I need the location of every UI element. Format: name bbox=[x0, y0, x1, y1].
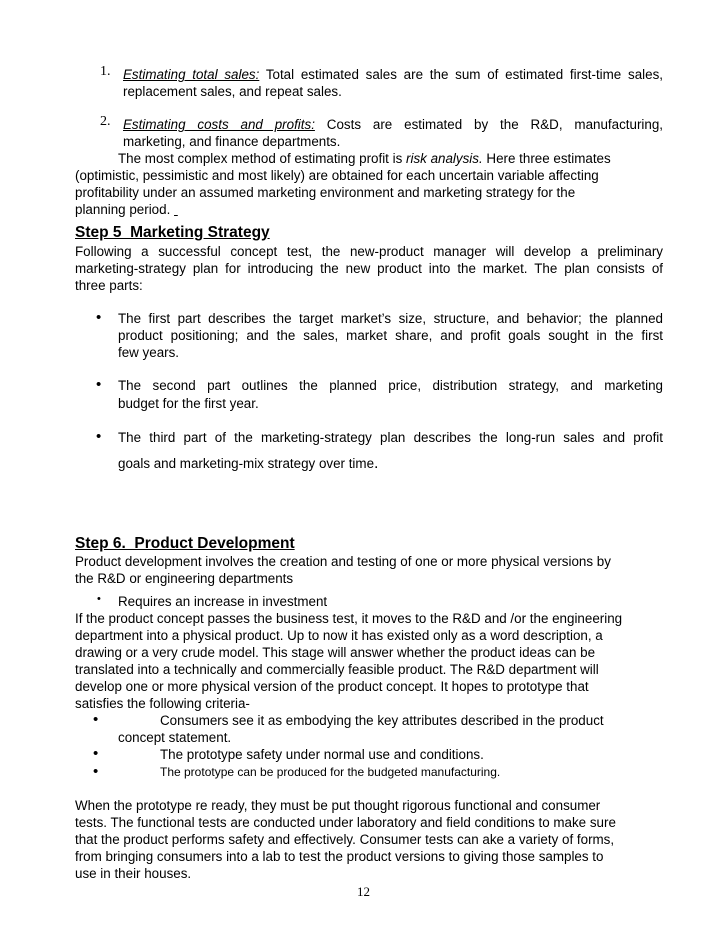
list-item-continuation: marketing, and finance departments. bbox=[123, 134, 341, 149]
paragraph-line bbox=[75, 201, 663, 218]
paragraph-line: drawing or a very crude model. This stage will answer whether the product ideas can be bbox=[75, 645, 596, 660]
list-number: 1. bbox=[100, 64, 111, 79]
bullet-text: The second part outlines the planned price, distribution strategy, and marketing bbox=[118, 378, 663, 393]
small-bullet: • bbox=[97, 593, 101, 605]
paragraph-line: from bringing consumers into a lab to test the product versions to giving those samples to bbox=[75, 849, 604, 864]
paragraph-line: that the product performs safety and effectively. Consumer tests can ake a variety of forms, bbox=[75, 832, 615, 847]
section-heading-step6: Step 6. Product Development bbox=[75, 535, 295, 552]
paragraph-line: profitability under an assumed marketing environment and marketing strategy for the bbox=[75, 185, 576, 200]
paragraph-line: develop one or more physical version of the product concept. It hopes to prototype that bbox=[75, 679, 589, 694]
text: Here three estimates bbox=[482, 151, 611, 166]
text: planning period. bbox=[75, 202, 175, 217]
emphasis-text: risk analysis. bbox=[406, 151, 483, 166]
paragraph-line bbox=[118, 150, 706, 167]
period: . bbox=[374, 455, 379, 472]
paragraph-line: department into a physical product. Up to now it has existed only as a word description, a bbox=[75, 628, 603, 643]
paragraph-line: When the prototype re ready, they must be put thought rigorous functional and consumer bbox=[75, 798, 601, 813]
list-number: 2. bbox=[100, 114, 111, 129]
paragraph-line: translated into a technically and commercially feasible product. The R&D department will bbox=[75, 662, 599, 677]
bullet: • bbox=[96, 428, 102, 445]
bullet: • bbox=[93, 711, 99, 728]
paragraph-line: tests. The functional tests are conducted under laboratory and field conditions to make sure bbox=[75, 815, 616, 830]
bullet-text bbox=[118, 455, 706, 472]
paragraph-line: Following a successful concept test, the new-product manager will develop a preliminary bbox=[75, 244, 663, 259]
term-label: Estimating total sales: bbox=[123, 67, 260, 82]
page-number: 12 bbox=[357, 884, 370, 899]
list-item-estimating-costs bbox=[123, 116, 663, 133]
bullet: • bbox=[93, 745, 99, 762]
list-item-estimating-total-sales bbox=[123, 66, 663, 83]
paragraph-line: use in their houses. bbox=[75, 866, 192, 881]
paragraph-line: satisfies the following criteria- bbox=[75, 696, 250, 711]
bullet: • bbox=[93, 763, 99, 780]
bullet-text: The first part describes the target market’s size, structure, and behavior; the planned bbox=[118, 311, 663, 326]
paragraph-line: Product development involves the creation and testing of one or more physical versions by bbox=[75, 554, 611, 569]
criteria-text: The prototype can be produced for the budgeted manufacturing. bbox=[160, 765, 501, 779]
section-heading-step5: Step 5 Marketing Strategy bbox=[75, 224, 270, 241]
list-item-text: Total estimated sales are the sum of estimated first-time sales, bbox=[259, 67, 663, 82]
text: The most complex method of estimating profit is bbox=[118, 151, 407, 166]
bullet-text: few years. bbox=[118, 345, 180, 360]
bullet: • bbox=[96, 376, 102, 393]
sub-bullet-text: Requires an increase in investment bbox=[118, 594, 328, 609]
paragraph-line: marketing-strategy plan for introducing the new product into the market. The plan consists of bbox=[75, 261, 663, 276]
underline-mark bbox=[174, 201, 179, 218]
criteria-text: The prototype safety under normal use and conditions. bbox=[160, 747, 484, 762]
bullet: • bbox=[96, 309, 102, 326]
bullet-text: budget for the first year. bbox=[118, 396, 259, 411]
bullet-text: The third part of the marketing-strategy plan describes the long-run sales and profit bbox=[118, 430, 663, 445]
criteria-text: Consumers see it as embodying the key attributes described in the product bbox=[160, 713, 604, 728]
paragraph-line: three parts: bbox=[75, 278, 143, 293]
list-item-continuation: replacement sales, and repeat sales. bbox=[123, 84, 342, 99]
paragraph-line: (optimistic, pessimistic and most likely) are obtained for each uncertain variable affecting bbox=[75, 168, 599, 183]
criteria-text: concept statement. bbox=[118, 730, 232, 745]
paragraph-line: the R&D or engineering departments bbox=[75, 571, 294, 586]
term-label: Estimating costs and profits: bbox=[123, 117, 315, 132]
text: goals and marketing-mix strategy over time bbox=[118, 456, 375, 471]
bullet-text: product positioning; and the sales, market share, and profit goals sought in the first bbox=[118, 328, 663, 343]
list-item-text: Costs are estimated by the R&D, manufacturing, bbox=[314, 117, 663, 132]
paragraph-line: If the product concept passes the business test, it moves to the R&D and /or the engineering bbox=[75, 611, 623, 626]
